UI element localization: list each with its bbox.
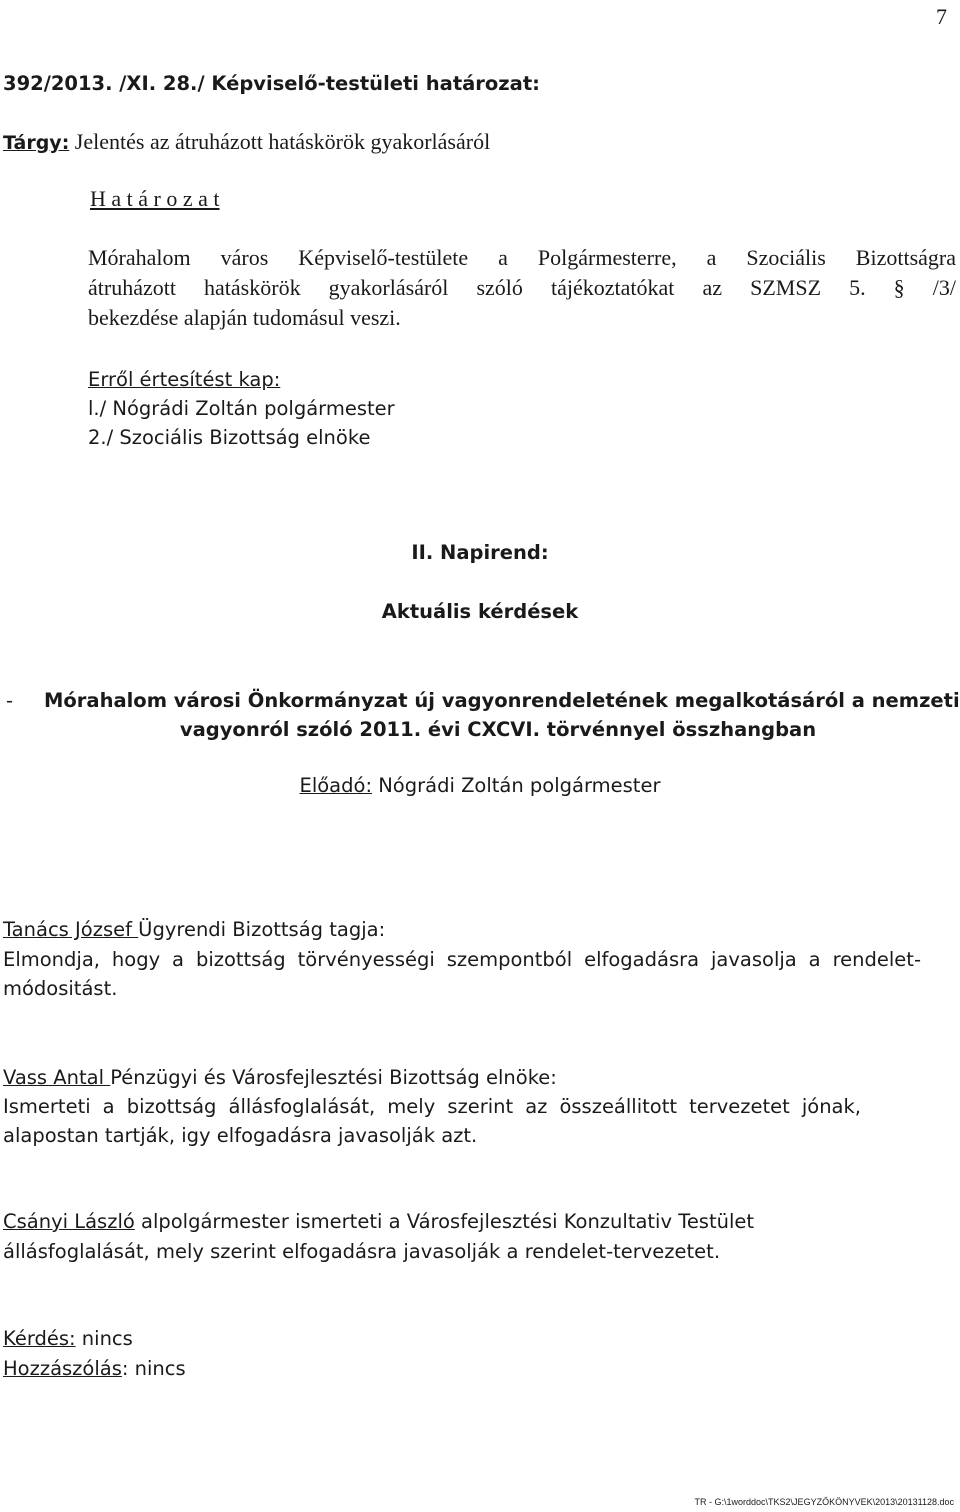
questions-value: nincs <box>75 1327 133 1350</box>
statement-2-header <box>3 1066 557 1089</box>
questions-line <box>3 1327 133 1350</box>
presenter-line <box>0 774 960 797</box>
subject-text: Jelentés az átruházott hatáskörök gyakorlásáról <box>69 129 491 154</box>
decision-heading: H a t á r o z a t <box>90 186 220 211</box>
statement-2-line-1: Ismerteti a bizottság állásfoglalását, mely szerint az összeállitott tervezetet jónak, <box>3 1095 861 1118</box>
resolution-header: 392/2013. /XI. 28./ Képviselő-testületi határozat: <box>3 72 540 95</box>
questions-label: Kérdés: <box>3 1327 76 1350</box>
footer-path: TR - G:\1worddoc\TKS2\JEGYZŐKÖNYVEK\2013\20131128.doc <box>694 1497 954 1507</box>
statement-3-header <box>3 1210 754 1233</box>
decision-line-1: Mórahalom város Képviselő-testülete a Polgármesterre, a Szociális Bizottságra <box>88 245 956 270</box>
statement-3-line-1: állásfoglalását, mely szerint elfogadásra javasolják a rendelet-tervezetet. <box>3 1240 721 1263</box>
notify-label: Erről értesítést kap: <box>88 368 281 391</box>
notify-item-1: l./ Nógrádi Zoltán polgármester <box>88 397 395 420</box>
decision-line-2: átruházott hatáskörök gyakorlásáról szóló tájékoztatókat az SZMSZ 5. § /3/ <box>88 275 956 300</box>
comments-label: Hozzászólás <box>3 1357 122 1380</box>
decision-line-3: bekezdése alapján tudomásul veszi. <box>88 305 401 330</box>
agenda-item-line-1: Mórahalom városi Önkormányzat új vagyonrendeletének megalkotásáról a nemzeti <box>44 689 960 712</box>
comments-value: : nincs <box>121 1357 186 1380</box>
page-number: 7 <box>936 4 947 29</box>
statement-2-line-2: alapostan tartják, igy elfogadásra javasolják azt. <box>3 1124 478 1147</box>
statement-2-role: Pénzügyi és Városfejlesztési Bizottság elnöke: <box>110 1066 557 1089</box>
agenda-number: II. Napirend: <box>411 541 549 564</box>
agenda-title: Aktuális kérdések <box>381 600 579 623</box>
presenter-label: Előadó: <box>299 774 373 797</box>
subject-line <box>3 129 490 155</box>
agenda-item-line-2: vagyonról szóló 2011. évi CXCVI. törvénnyel összhangban <box>179 718 817 741</box>
statement-1-line-1: Elmondja, hogy a bizottság törvényességi szempontból elfogadásra javasolja a rendelet- <box>3 948 921 971</box>
statement-2-speaker: Vass Antal <box>3 1066 111 1089</box>
presenter-name: Nógrádi Zoltán polgármester <box>372 774 661 797</box>
statement-1-line-2: módositást. <box>3 977 118 1000</box>
statement-3-role: alpolgármester ismerteti a Városfejlesztési Konzultativ Testület <box>134 1210 755 1233</box>
comments-line <box>3 1357 186 1380</box>
agenda-bullet: - <box>6 689 14 712</box>
statement-3-speaker: Csányi László <box>3 1210 135 1233</box>
statement-1-role: Ügyrendi Bizottság tagja: <box>138 918 386 941</box>
statement-1-speaker: Tanács József <box>3 918 139 941</box>
statement-1-header <box>3 918 385 941</box>
notify-item-2: 2./ Szociális Bizottság elnöke <box>88 426 371 449</box>
subject-label: Tárgy: <box>3 132 70 154</box>
